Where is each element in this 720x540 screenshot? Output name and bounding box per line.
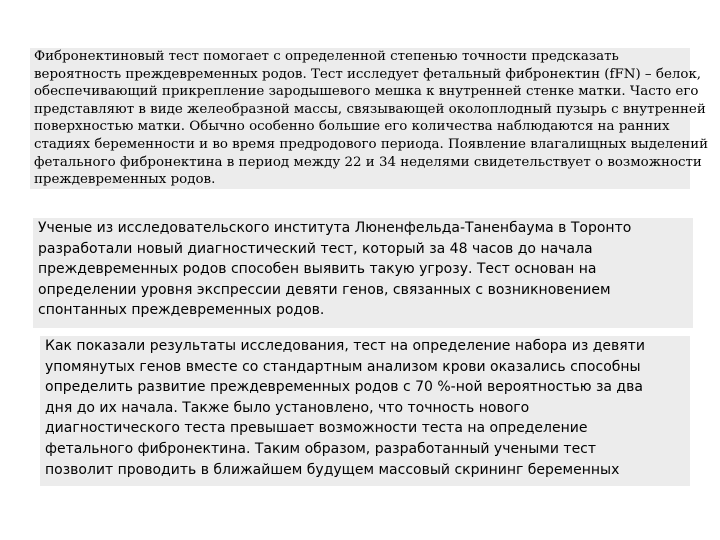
text-line: спонтанных преждевременных родов.: [38, 302, 325, 319]
text-line: определить развитие преждевременных родов с 70 %-ной вероятностью за два: [45, 379, 643, 396]
text-line: дня до их начала. Также было установлено, что точность нового: [45, 399, 530, 416]
text-line: преждевременных родов.: [34, 172, 216, 188]
text-line: поверхностью матки. Обычно особенно большие его количества наблюдаются на ранних: [34, 119, 670, 135]
text-line: фетального фибронектина. Таким образом, разработанный учеными тест: [45, 440, 597, 457]
text-line: Как показали результаты исследования, тест на определение набора из девяти: [45, 338, 645, 354]
text-line: обеспечивающий прикрепление зародышевого мешка к внутренней стенке матки. Часто его: [34, 84, 699, 100]
text-line: диагностического теста превышает возможности теста на определение: [45, 420, 588, 437]
text-line: разработали новый диагностический тест, который за 48 часов до начала: [38, 240, 593, 257]
paragraph-new-diagnostic-test: [33, 218, 693, 328]
paragraph-fibronectin-test: [30, 48, 709, 189]
text-line: определении уровня экспрессии девяти генов, связанных с возникновением: [38, 281, 611, 298]
text-line: Фибронектиновый тест помогает с определенной степенью точности предсказать: [34, 49, 619, 64]
text-line: Ученые из исследовательского института Люненфельда-Таненбаума в Торонто: [38, 220, 632, 236]
text-line: позволит проводить в ближайшем будущем массовый скрининг беременных: [45, 461, 620, 478]
text-line: упомянутых генов вместе со стандартным анализом крови оказались способны: [45, 358, 641, 375]
text-line: вероятность преждевременных родов. Тест исследует фетальный фибронектин (fFN) – белок,: [34, 66, 702, 82]
text-line: фетального фибронектина в период между 22 и 34 неделями свидетельствует о возможности: [34, 154, 702, 170]
text-line: представляют в виде желеобразной массы, связывающей околоплодный пузырь с внутренней: [34, 101, 706, 117]
paragraph-research-results: [40, 336, 690, 486]
text-line: преждевременных родов способен выявить такую угрозу. Тест основан на: [38, 261, 597, 278]
text-line: стадиях беременности и во время предродового периода. Появление влагалищных выделений: [34, 136, 709, 152]
